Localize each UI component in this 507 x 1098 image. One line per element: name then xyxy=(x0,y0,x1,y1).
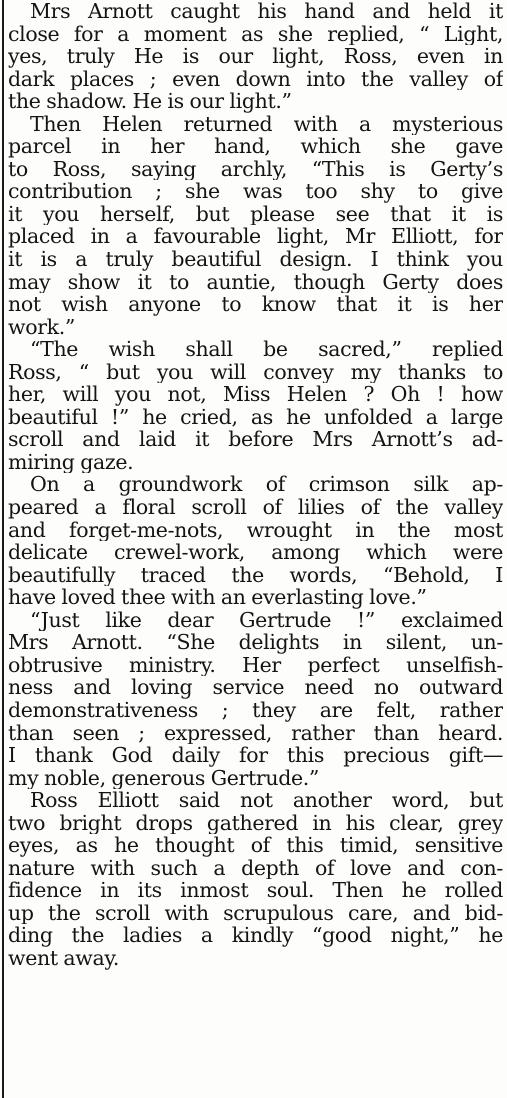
text-line: On a groundwork of crimson silk ap- xyxy=(30,473,503,497)
text-line: Mrs Arnott. “She delights in silent, un- xyxy=(8,631,503,654)
text-line: demonstrativeness ; they are felt, rather xyxy=(8,698,503,722)
article-column xyxy=(8,0,503,970)
text-line: the shadow. He is our light.” xyxy=(8,90,292,113)
text-line: fidence in its inmost soul. Then he rolled xyxy=(8,879,503,902)
text-line: parcel in her hand, which she gave xyxy=(8,135,503,158)
paragraph xyxy=(8,113,503,338)
text-line: and forget-me-nots, wrought in the most xyxy=(8,518,503,542)
text-line: placed in a favourable light, Mr Elliott, for xyxy=(8,225,503,249)
text-line: may show it to auntie, though Gerty does xyxy=(8,270,503,294)
text-line: peared a floral scroll of lilies of the valley xyxy=(8,496,503,519)
text-line: Ross Elliott said not another word, but xyxy=(30,789,503,812)
text-line: than seen ; expressed, rather than heard. xyxy=(8,721,503,745)
text-line: obtrusive ministry. Her perfect unselfish- xyxy=(8,653,503,677)
text-line: delicate crewel-work, among which were xyxy=(8,541,503,564)
text-line: ding the ladies a kindly “good night,” he xyxy=(8,924,503,947)
text-line: two bright drops gathered in his clear, grey xyxy=(8,811,503,835)
text-line: I thank God daily for this precious gift— xyxy=(8,744,503,767)
text-line: dark places ; even down into the valley of xyxy=(8,67,503,91)
text-line: to Ross, saying archly, “This is Gerty’s xyxy=(8,157,503,181)
column-rule xyxy=(2,0,4,1098)
paragraph xyxy=(8,789,503,969)
paragraph xyxy=(8,473,503,608)
text-line: went away. xyxy=(8,946,120,970)
paragraph xyxy=(8,0,503,113)
text-line: close for a moment as she replied, “ Light, xyxy=(8,22,503,46)
text-line: beautifully traced the words, “Behold, I xyxy=(8,563,503,587)
text-line: miring gaze. xyxy=(8,450,134,474)
text-line: “Just like dear Gertrude !” exclaimed xyxy=(30,608,503,632)
text-line: her, will you not, Miss Helen ? Oh ! how xyxy=(8,383,503,406)
text-line: Then Helen returned with a mysterious xyxy=(30,112,503,136)
text-line: contribution ; she was too shy to give xyxy=(8,180,503,203)
text-line: not wish anyone to know that it is her xyxy=(8,293,503,316)
text-line: up the scroll with scrupulous care, and bid- xyxy=(8,901,503,925)
text-line: my noble, generous Gertrude.” xyxy=(8,766,320,790)
text-line: have loved thee with an everlasting love.” xyxy=(8,586,427,609)
text-line: eyes, as he thought of this timid, sensitive xyxy=(8,834,503,857)
paragraph xyxy=(8,609,503,789)
paragraph xyxy=(8,338,503,473)
text-line: nature with such a depth of love and con- xyxy=(8,856,503,880)
text-line: Mrs Arnott caught his hand and held it xyxy=(30,0,503,23)
text-line: it is a truly beautiful design. I think you xyxy=(8,248,503,271)
text-line: beautiful !” he cried, as he unfolded a large xyxy=(8,405,503,429)
text-line: work.” xyxy=(8,315,76,339)
text-line: ness and loving service need no outward xyxy=(8,676,503,699)
text-line: yes, truly He is our light, Ross, even in xyxy=(8,45,503,68)
text-line: scroll and laid it before Mrs Arnott’s ad- xyxy=(8,428,503,451)
text-line: it you herself, but please see that it is xyxy=(8,202,503,226)
text-line: Ross, “ but you will convey my thanks to xyxy=(8,360,503,384)
text-line: “The wish shall be sacred,” replied xyxy=(30,338,503,361)
